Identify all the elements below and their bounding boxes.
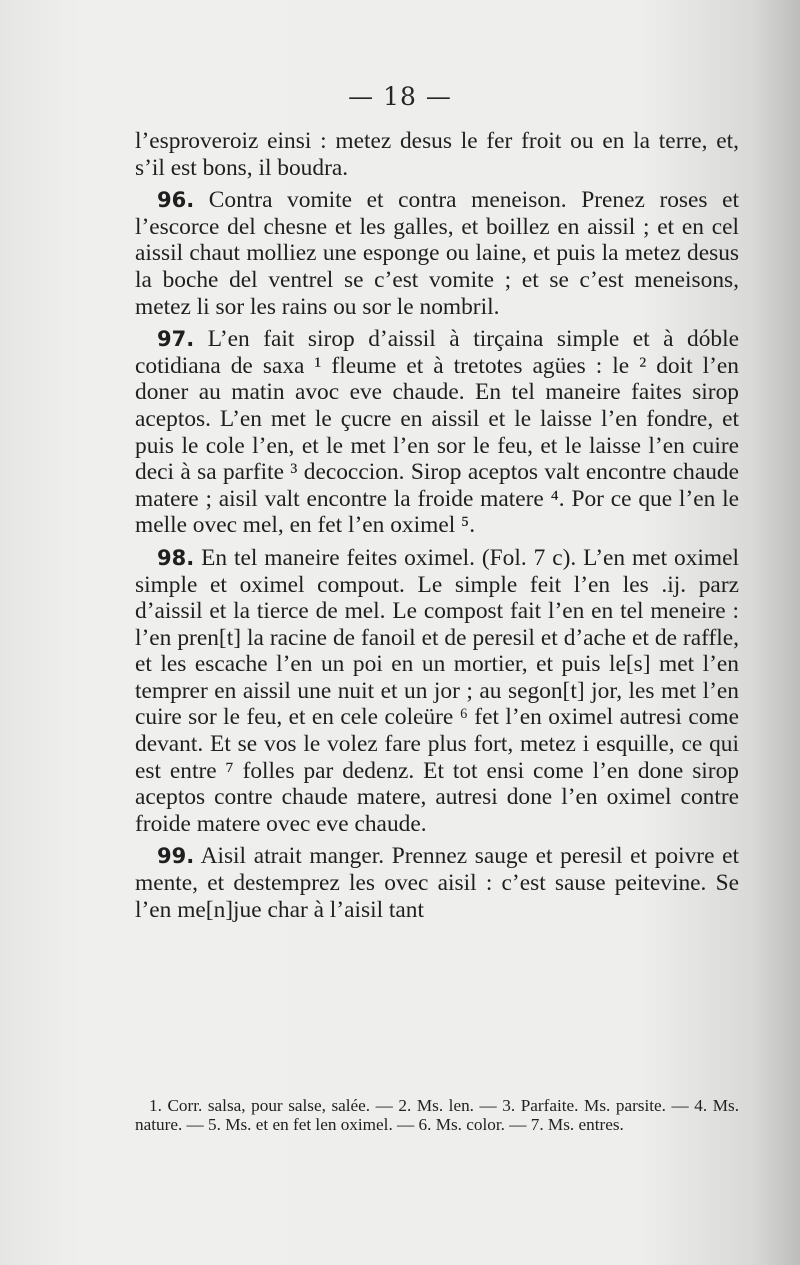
- paragraph-99: [135, 843, 739, 923]
- paragraph-text: En tel maneire feites oximel. (Fol. 7 c). L’en met oximel simple et oximel compout. Le simple feit l’en les .ij. parz d’aissil et la tierce de mel. Le compost fait l’en en tel meneire : l’en pren[t] la racine de fanoil et de peresil et d’ache et de raffle, et les escache l’en un poi en un mortier, et puis le[s] met l’en temprer en aissil une nuit et un jor ; au segon[t] jor, les met l’en cuire sor le feu, et en cele coleüre ⁶ fet l’en oximel autresi come devant. Et se vos le volez fare plus fort, metez i esquille, ce qui est entre ⁷ folles par dedenz. Et tot ensi come l’en done sirop aceptos contre chaude matere, autresi done l’en oximel contre froide matere ovec eve chaude.: [135, 544, 739, 837]
- paragraph-97: [135, 326, 739, 539]
- paragraph-text: L’en fait sirop d’aissil à tirçaina simple et à dóble cotidiana de saxa ¹ fleume et à tretotes agües : le ² doit l’en doner au matin avoc eve chaude. En tel maneire faites sirop aceptos. L’en met le çucre en aissil et le laisse l’en fondre, et puis le cole l’en, et le met l’en sor le feu, et le laisse l’en cuire deci à sa parfite ³ decoccion. Sirop aceptos valt encontre chaude matere ; aisil valt encontre la froide matere ⁴. Por ce que l’en le melle ovec mel, en fet l’en oximel ⁵.: [135, 326, 739, 539]
- paragraph-text: Contra vomite et contra meneison. Prenez roses et l’escorce del chesne et les galles, et boillez en aissil ; et en cel aissil chaut molliez une esponge ou laine, et puis la metez desus la boche del ventrel se c’est vomite ; et se c’est meneisons, metez li sor les rains ou sor le nombril.: [135, 187, 739, 320]
- page-number: — 18 —: [348, 82, 452, 111]
- paragraph-96: [135, 187, 739, 320]
- main-text: [135, 128, 739, 923]
- paragraph-text: l’esproveroiz einsi : metez desus le fer froit ou en la terre, et, s’il est bons, il boudra.: [135, 128, 739, 181]
- paragraph-98: [135, 545, 739, 838]
- paragraph-number: 97.: [157, 327, 195, 352]
- footnotes: [135, 1097, 739, 1134]
- paragraph-number: 98.: [157, 545, 195, 570]
- paragraph-continuation: [135, 128, 739, 181]
- paragraph-text: Aisil atrait manger. Prennez sauge et peresil et poivre et mente, et destemprez les ovec aisil : c’est sause peitevine. Se l’en me[n]jue char à l’aisil tant: [135, 843, 739, 923]
- footnote-text: 1. Corr. salsa, pour salse, salée. — 2. Ms. len. — 3. Parfaite. Ms. parsite. — 4. Ms. nature. — 5. Ms. et en fet len oximel. — 6. Ms. color. — 7. Ms. entres.: [135, 1096, 739, 1134]
- paragraph-number: 96.: [157, 188, 195, 213]
- paragraph-number: 99.: [157, 844, 195, 869]
